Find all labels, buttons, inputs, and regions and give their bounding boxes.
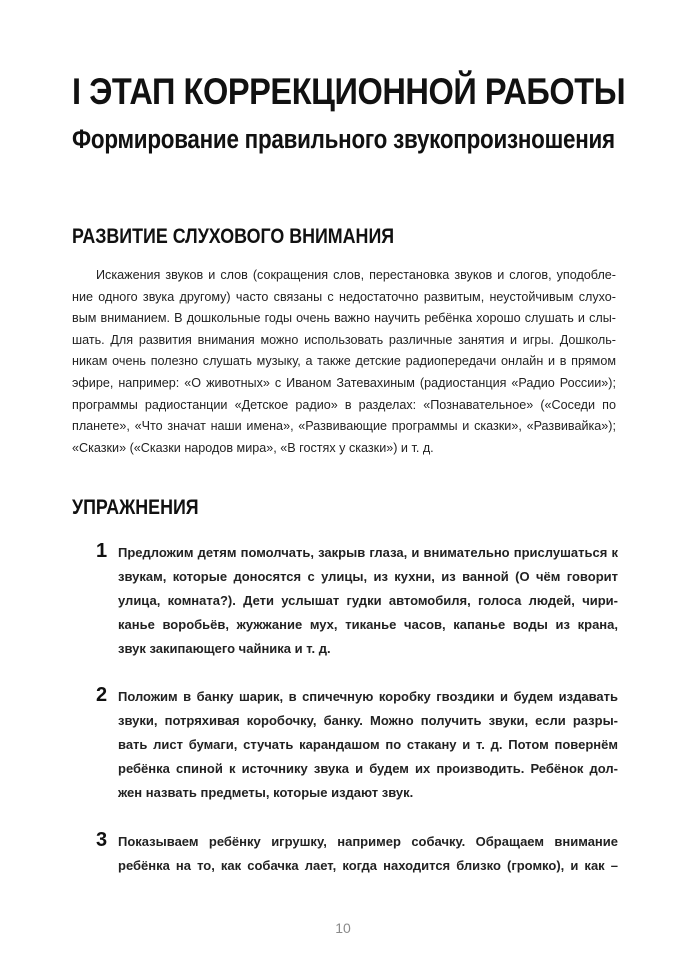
exercise-number: 3 bbox=[96, 829, 108, 851]
section-heading-exercises: УПРАЖНЕНИЯ bbox=[72, 496, 199, 519]
exercise-text bbox=[118, 830, 618, 878]
exercise-line: ребёнка спиной к источнику звука и будем их производить. Ребёнок дол- bbox=[118, 761, 618, 776]
exercise-line: звуки, потряхивая коробочку, банку. Можно получить звуки, если разры- bbox=[118, 713, 618, 728]
exercise-number: 2 bbox=[96, 684, 108, 706]
exercise-line: Показываем ребёнку игрушку, например собачку. Обращаем внимание bbox=[118, 834, 618, 849]
paragraph-line: планете», «Что значат наши имена», «Развивающие программы и сказки», «Развивайка»); bbox=[72, 419, 616, 434]
paragraph-line: эфире, например: «О животных» с Иваном Затевахиным (радиостанция «Радио России»); bbox=[72, 375, 616, 390]
paragraph-line: программы радиостанции «Детское радио» в разделах: «Познавательное» («Соседи по bbox=[72, 397, 616, 412]
paragraph-line: шать. Для развития внимания можно использовать различные занятия и игры. Дошколь- bbox=[72, 332, 616, 347]
exercise-line: канье воробьёв, жужжание мух, тиканье часов, капанье воды из крана, bbox=[118, 617, 618, 632]
paragraph-line: Искажения звуков и слов (сокращения слов, перестановка звуков и слогов, уподобле- bbox=[96, 268, 616, 282]
exercise-line: ребёнка на то, как собачка лает, когда находится близко (громко), и как – bbox=[118, 858, 618, 873]
exercise-line: жен назвать предметы, которые издают звук. bbox=[118, 785, 414, 800]
intro-paragraph bbox=[72, 265, 616, 459]
exercise-line: Положим в банку шарик, в спичечную коробку гвоздики и будем издавать bbox=[118, 689, 618, 704]
exercise-number: 1 bbox=[96, 540, 108, 562]
section-heading-auditory-attention: РАЗВИТИЕ СЛУХОВОГО ВНИМАНИЯ bbox=[72, 225, 395, 248]
exercise-line: звукам, которые доносятся с улицы, из кухни, из ванной (О чём говорит bbox=[118, 569, 618, 584]
exercise-text bbox=[118, 541, 618, 661]
paragraph-line: никам очень полезно слушать музыку, а также детские радиопередачи онлайн и в прямом bbox=[72, 354, 616, 369]
paragraph-line: «Сказки» («Сказки народов мира», «В гостях у сказки») и т. д. bbox=[72, 440, 434, 455]
paragraph-line: ние одного звука другому) часто связаны с недостаточно развитым, неустойчивым слухо- bbox=[72, 289, 616, 304]
chapter-subtitle: Формирование правильного звукопроизношения bbox=[72, 124, 615, 154]
exercise-line: улица, комната?). Дети услышат гудки автомобиля, голоса людей, чири- bbox=[118, 593, 618, 608]
exercise-line: Предложим детям помолчать, закрыв глаза, и внимательно прислушаться к bbox=[118, 545, 618, 560]
exercise-line: звук закипающего чайника и т. д. bbox=[118, 641, 331, 656]
paragraph-line: вым вниманием. В дошкольные годы очень важно научить ребёнка хорошо слушать и слы- bbox=[72, 311, 616, 326]
chapter-title: I ЭТАП КОРРЕКЦИОННОЙ РАБОТЫ bbox=[72, 71, 626, 112]
page-number: 10 bbox=[335, 920, 351, 936]
exercise-text bbox=[118, 685, 618, 805]
exercise-line: вать лист бумаги, стучать карандашом по стакану и т. д. Потом повернём bbox=[118, 737, 618, 752]
